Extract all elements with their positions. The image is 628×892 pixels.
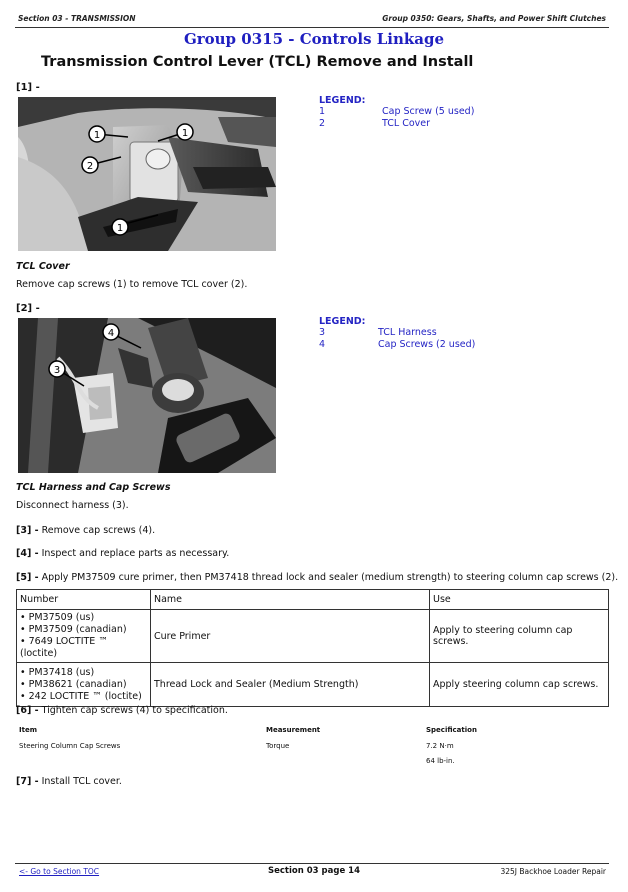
- svg-text:1: 1: [93, 130, 101, 141]
- callout-2: [82, 157, 98, 173]
- step-2-text: Disconnect harness (3).: [16, 500, 129, 511]
- number-cell: [17, 663, 151, 707]
- tcl-cover-photo: [18, 97, 276, 251]
- spec-col-measurement: Measurement: [266, 726, 321, 734]
- step-7-tag: [7] -: [16, 776, 39, 787]
- use-cell: Apply steering column cap screws.: [430, 663, 609, 707]
- legend-2-num: 4: [319, 339, 326, 350]
- step-1-tag: [1] -: [16, 82, 40, 93]
- legend-2-text: Cap Screws (2 used): [378, 339, 476, 350]
- callout-1b: [177, 124, 193, 140]
- step-2-tag: [2] -: [16, 303, 40, 314]
- step-5-text: Apply PM37509 cure primer, then PM37418 thread lock and sealer (medium strength) to steering column cap screws (2).: [38, 572, 619, 583]
- part-number: • PM37418 (us): [20, 666, 95, 678]
- svg-text:2: 2: [86, 161, 94, 172]
- section-toc-link[interactable]: <- Go to Section TOC: [19, 867, 100, 876]
- header-divider: [15, 27, 609, 28]
- spec-item: Steering Column Cap Screws: [19, 742, 121, 750]
- tcl-harness-photo: [18, 318, 276, 473]
- callout-1a: [89, 126, 105, 142]
- legend-1-text: Cap Screw (5 used): [382, 106, 475, 117]
- page-title: Transmission Control Lever (TCL) Remove and Install: [41, 54, 474, 70]
- table-row: [17, 610, 609, 663]
- step-3-text: Remove cap screws (4).: [38, 525, 156, 536]
- col-name: Name: [151, 590, 430, 610]
- legend-1-num: 1: [319, 106, 326, 117]
- callout-4: [103, 324, 119, 340]
- callout-1c: [112, 219, 128, 235]
- step-4-tag: [4] -: [16, 548, 39, 559]
- legend-1: [319, 95, 519, 130]
- legend-2-text: TCL Harness: [378, 327, 437, 338]
- name-cell: Cure Primer: [151, 610, 430, 663]
- tcl-harness-illustration: [18, 318, 276, 473]
- caption-tcl-cover: TCL Cover: [16, 261, 70, 272]
- step-3: [16, 525, 155, 536]
- legend-1-item: [319, 106, 519, 118]
- step-1-text: Remove cap screws (1) to remove TCL cover (2).: [16, 279, 248, 290]
- group-title: Group 0315 - Controls Linkage: [183, 30, 445, 48]
- part-number: • 7649 LOCTITE ™ (loctite): [20, 636, 108, 659]
- legend-2-item: [319, 339, 519, 351]
- part-number: • PM37509 (canadian): [20, 624, 127, 635]
- group-header: Group 0350: Gears, Shafts, and Power Shift Clutches: [382, 14, 606, 23]
- table-row: [17, 663, 609, 707]
- legend-2: [319, 316, 519, 351]
- step-6: [16, 705, 228, 716]
- part-number: • PM37509 (us): [20, 612, 95, 623]
- legend-1-heading: LEGEND:: [319, 95, 366, 106]
- step-5: [16, 572, 618, 583]
- spec-col-specification: Specification: [426, 726, 477, 734]
- materials-header-row: [17, 590, 609, 610]
- svg-text:4: 4: [107, 328, 115, 339]
- manual-title: 325J Backhoe Loader Repair: [500, 867, 606, 876]
- legend-2-num: 3: [319, 327, 326, 338]
- materials-table: [16, 589, 609, 707]
- step-7: [16, 776, 122, 787]
- number-cell: [17, 610, 151, 663]
- legend-1-item: [319, 118, 519, 130]
- callout-3: [49, 361, 65, 377]
- step-6-text: Tighten cap screws (4) to specification.: [38, 705, 228, 716]
- legend-1-num: 2: [319, 118, 326, 129]
- step-4: [16, 548, 229, 559]
- spec-value-imperial: 64 lb-in.: [426, 757, 455, 765]
- svg-text:3: 3: [53, 365, 61, 376]
- col-use: Use: [430, 590, 609, 610]
- legend-2-heading: LEGEND:: [319, 316, 366, 327]
- step-5-tag: [5] -: [16, 572, 39, 583]
- spec-col-item: Item: [19, 726, 37, 734]
- svg-text:1: 1: [181, 128, 189, 139]
- caption-tcl-harness: TCL Harness and Cap Screws: [16, 482, 171, 493]
- name-cell: Thread Lock and Sealer (Medium Strength): [151, 663, 430, 707]
- section-header: Section 03 - TRANSMISSION: [18, 14, 136, 23]
- step-7-text: Install TCL cover.: [38, 776, 122, 787]
- spec-measurement: Torque: [266, 742, 290, 750]
- legend-2-item: [319, 327, 519, 339]
- legend-1-text: TCL Cover: [382, 118, 431, 129]
- tcl-cover-illustration: [18, 97, 276, 251]
- part-number: • PM38621 (canadian): [20, 678, 127, 690]
- step-4-text: Inspect and replace parts as necessary.: [38, 548, 230, 559]
- part-number: • 242 LOCTITE ™ (loctite): [20, 690, 142, 702]
- spec-value-metric: 7.2 N·m: [426, 742, 454, 750]
- page-number: Section 03 page 14: [268, 866, 360, 876]
- use-cell: Apply to steering column cap screws.: [430, 610, 609, 663]
- step-6-tag: [6] -: [16, 705, 39, 716]
- col-number: Number: [17, 590, 151, 610]
- footer-divider: [15, 863, 609, 864]
- svg-text:1: 1: [116, 223, 124, 234]
- step-3-tag: [3] -: [16, 525, 39, 536]
